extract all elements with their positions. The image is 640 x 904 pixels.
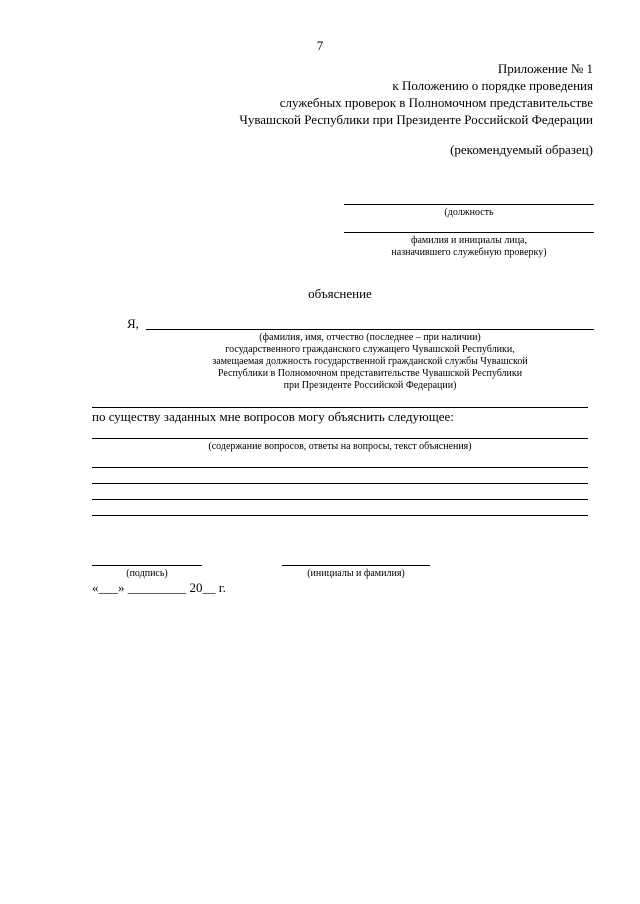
appendix-line-2: к Положению о порядке проведения: [392, 78, 593, 93]
content-line-2: [92, 467, 588, 468]
declarant-extra-line: [92, 407, 588, 408]
declarant-caption-line-5: при Президенте Российской Федерации): [283, 380, 457, 391]
content-line-3: [92, 483, 588, 484]
recipient-caption-line-1: фамилия и инициалы лица,: [410, 235, 527, 246]
initials-caption: (инициалы и фамилия): [307, 568, 405, 579]
content-caption: (содержание вопросов, ответы на вопросы, текст объяснения): [208, 441, 472, 452]
signature-caption: (подпись): [126, 568, 168, 579]
declarant-caption: [171, 332, 569, 392]
document-title: объяснение: [308, 286, 372, 301]
declarant-caption-line-1: (фамилия, имя, отчество (последнее – при наличии): [259, 332, 481, 343]
page-number: 7: [316, 38, 324, 53]
declarant-prefix: Я,: [127, 316, 139, 331]
appendix-line-1: Приложение № 1: [497, 61, 593, 76]
declarant-caption-line-4: Республики в Полномочном представительстве Чувашской Республики: [217, 368, 523, 379]
signature-line: [92, 565, 202, 566]
appendix-line-4: Чувашской Республики при Президенте Российской Федерации: [239, 112, 593, 127]
date-line: «___» _________ 20__ г.: [92, 580, 226, 595]
position-line: [344, 204, 594, 205]
recipient-name-caption: [319, 235, 619, 259]
recipient-caption-line-2: назначившего служебную проверку): [391, 247, 547, 258]
sample-note: (рекомендуемый образец): [450, 142, 593, 157]
recipient-name-line: [344, 232, 594, 233]
initials-line: [282, 565, 430, 566]
position-caption: (должность: [444, 207, 494, 218]
content-line-1: [92, 438, 588, 439]
declarant-caption-line-3: замещаемая должность государственной гражданской службы Чувашской: [212, 356, 528, 367]
content-line-4: [92, 499, 588, 500]
statement-text: по существу заданных мне вопросов могу объяснить следующее:: [92, 409, 454, 424]
appendix-header: [239, 60, 593, 128]
appendix-line-3: служебных проверок в Полномочном представительстве: [279, 95, 593, 110]
declarant-caption-line-2: государственного гражданского служащего Чувашской Республики,: [225, 344, 515, 355]
content-line-5: [92, 515, 588, 516]
declarant-name-line: [146, 329, 594, 330]
